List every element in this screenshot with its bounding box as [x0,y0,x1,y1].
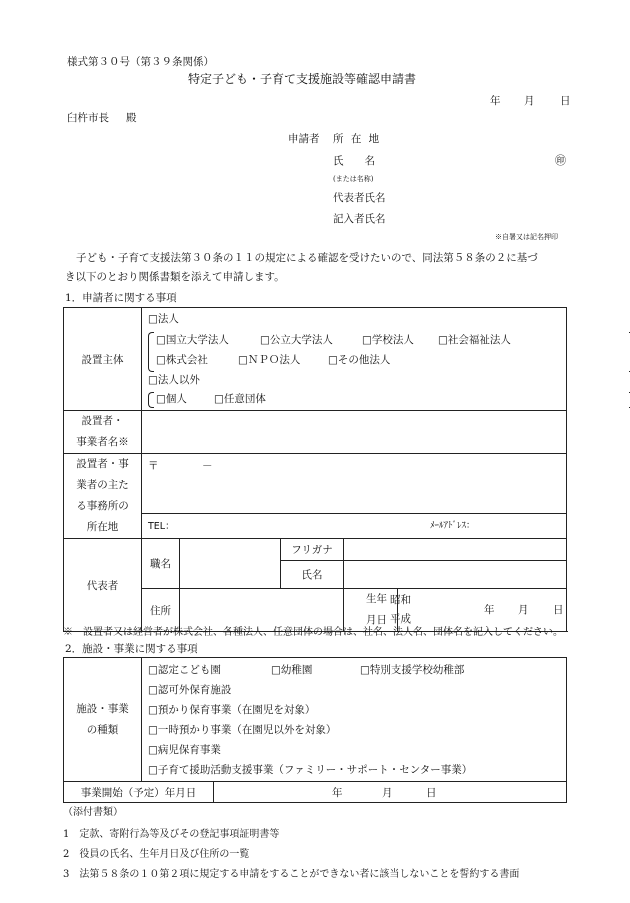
facility-type-label-2: の種類 [86,723,119,736]
kindergarten-checkbox[interactable]: □幼稚園 [271,664,313,676]
school-corporation-checkbox[interactable]: □学校法人 [362,334,414,346]
signature-note: ※自署又は記名押印 [495,233,558,241]
special-school-kindergarten-checkbox[interactable]: □特別支援学校幼稚部 [360,664,465,676]
npo-checkbox[interactable]: □ＮＰＯ法人 [238,354,301,366]
rep-name-label-cell [281,561,344,589]
birthdate-label-2: 月日 [366,614,387,626]
or-name-note: (または名称) [333,175,374,183]
voluntary-group-checkbox[interactable]: □任意団体 [214,393,266,405]
facility-type-options-cell [142,658,567,782]
office-label-2: 業者の主た [76,479,129,491]
start-date-label-cell [64,782,214,803]
establisher-name-label-2: 事業者名※ [76,436,129,448]
attachments-heading: （添付書類） [63,807,123,818]
tel-divider [142,513,566,514]
section-2-heading: 2．施設・事業に関する事項 [65,643,198,655]
representative-name-label: 代表者氏名 [333,192,386,204]
individual-checkbox[interactable]: □個人 [156,393,187,405]
address-label: 住所 [150,604,171,617]
facility-type-label-cell [64,658,142,782]
postal-mark: 〒 [148,460,159,472]
public-university-checkbox[interactable]: □公立大学法人 [260,334,333,346]
temporary-care-checkbox[interactable]: □一時預かり事業（在園児以外を対象） [148,724,337,736]
establisher-options-cell [142,308,567,411]
bracket-left [148,332,154,372]
other-corporation-checkbox[interactable]: □その他法人 [328,354,391,366]
stock-company-checkbox[interactable]: □株式会社 [156,354,208,366]
office-address-cell[interactable] [142,454,567,539]
establisher-name-label-cell [64,411,142,454]
date-year-label: 年 [490,95,501,107]
attachment-item-2: 2 役員の氏名、生年月日及び住所の一覧 [63,849,250,860]
family-support-checkbox[interactable]: □子育て援助活動支援事業（ファミリー・サポート・センター事業） [148,764,473,776]
extended-care-checkbox[interactable]: □預かり保育事業（在園児を対象） [148,704,316,716]
birthdate-label-1: 生年 [366,593,387,605]
era-heisei: 平成 [390,613,411,625]
section-1-note: ※ 設置者又は経営者が株式会社、各種法人、任意団体の場合は、社名、法人名、団体名を記入してください。 [63,627,563,638]
establisher-label: 設置主体 [81,353,124,366]
furigana-label: フリガナ [291,544,333,556]
email-label: ﾒｰﾙｱﾄﾞﾚｽ： [430,521,476,531]
attachment-item-1: 1 定款、寄附行為等及びその登記事項証明書等 [63,829,280,840]
start-month-label: 月 [382,787,393,799]
applicant-address-label: 所 在 地 [333,133,382,145]
start-year-label: 年 [332,787,343,799]
section-1-heading: 1．申請者に関する事項 [65,292,177,304]
addressee: 臼杵市長 [67,112,109,124]
seal-mark: ㊞ [555,154,566,167]
representative-label-cell [64,539,142,632]
applicant-label: 申請者 [288,133,320,145]
attachment-item-3: 3 法第５８条の１０第２項に規定する申請をすることができない者に該当しないことを誓約する書面 [63,869,520,880]
office-label-4: 所在地 [86,521,119,533]
rep-name-input[interactable] [344,561,567,589]
postal-dash: － [202,460,213,472]
honorific: 殿 [126,112,137,124]
facility-table [63,657,567,803]
establisher-label-cell [64,308,142,411]
start-day-label: 日 [426,787,437,799]
social-welfare-checkbox[interactable]: □社会福祉法人 [438,334,511,346]
intro-line-1: 子ども・子育て支援法第３０条の１１の規定による確認を受けたいので、同法第５８条の２に基づ [76,252,538,264]
tel-label: TEL： [148,521,175,532]
start-date-label: 事業開始（予定）年月日 [80,786,197,799]
office-address-label-cell [64,454,142,539]
form-number: 様式第３０号（第３９条関係） [67,56,214,68]
intro-line-2: き以下のとおり関係書類を添えて申請します。 [65,271,285,283]
job-title-label: 職名 [150,558,171,570]
corporation-checkbox[interactable]: □法人 [148,313,179,325]
sick-child-care-checkbox[interactable]: □病児保育事業 [148,744,221,756]
non-corporation-checkbox[interactable]: □法人以外 [148,374,200,386]
office-label-1: 設置者・事 [76,458,129,470]
applicant-name-label: 氏 名 [333,155,375,167]
birth-year-label: 年 [484,604,495,616]
certified-kodomoen-checkbox[interactable]: □認定こども園 [148,664,221,676]
birth-day-label: 日 [553,604,564,616]
national-university-checkbox[interactable]: □国立大学法人 [156,334,229,346]
page-title: 特定子ども・子育て支援施設等確認申請書 [188,72,417,86]
era-showa: 昭和 [390,594,411,606]
job-title-input[interactable] [180,539,281,589]
establisher-name-input[interactable] [142,411,567,454]
facility-type-label-1: 施設・事業 [76,702,129,715]
job-title-label-cell [142,539,180,589]
furigana-label-cell [281,539,344,561]
furigana-input[interactable] [344,539,567,561]
unlicensed-childcare-checkbox[interactable]: □認可外保育施設 [148,684,232,696]
bracket-left-2 [148,392,154,408]
establisher-name-label-1: 設置者・ [81,415,124,427]
representative-label: 代表者 [86,579,119,592]
start-date-input[interactable] [214,782,567,803]
office-label-3: る事務所の [76,500,129,512]
birth-month-label: 月 [518,604,529,616]
date-month-label: 月 [524,95,535,107]
date-day-label: 日 [560,95,571,107]
applicant-table [63,307,567,632]
writer-name-label: 記入者氏名 [333,213,386,225]
rep-name-label: 氏名 [301,569,323,581]
